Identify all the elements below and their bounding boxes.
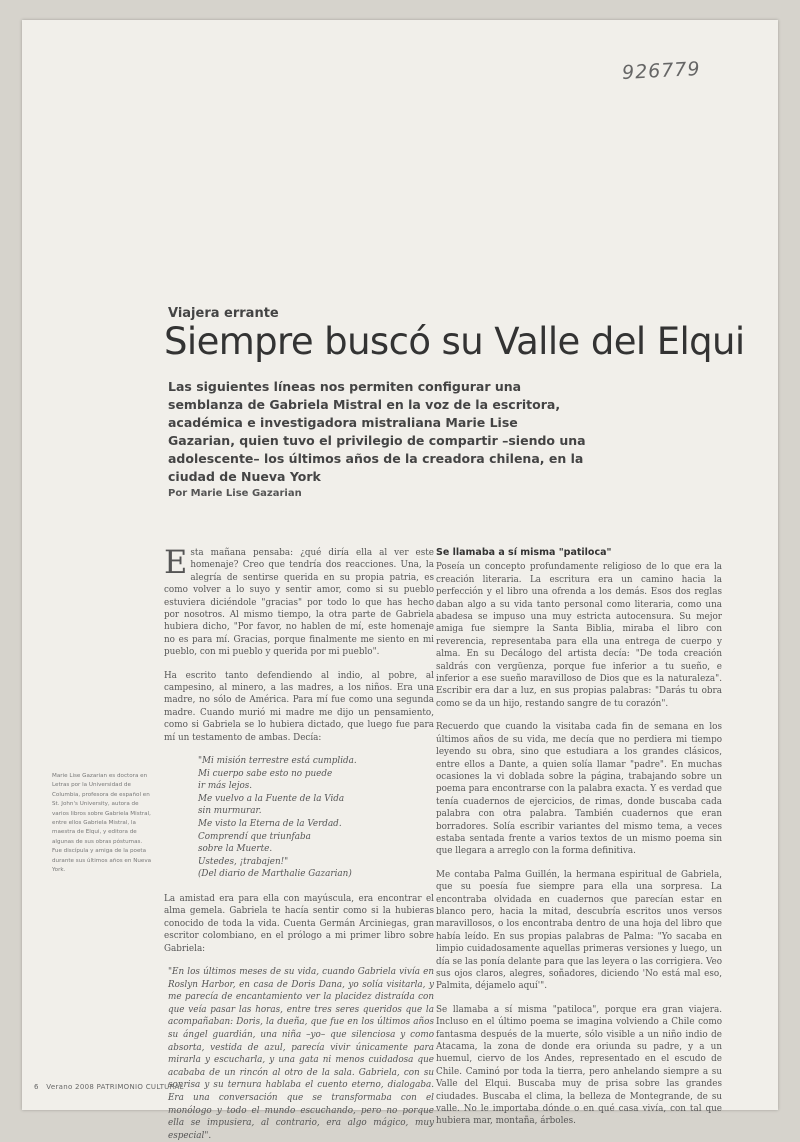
paragraph-text: sta mañana pensaba: ¿qué diría ella al ver este homenaje? Creo que tendría dos reacciones. Una, la alegría de sentirse querida en su propia patria, es como volver a lo suyo y sentir amor, como si su pueblo estuviera diciéndole "gracias" por todo lo que has hecho por nosotros. Al mismo tiempo, la otra parte de Gabriela hubiera dicho, "Por favor, no hablen de mí, este homenaje no es para mí. Gracias, porque finalmente me siento en mi pueblo, con mi pueblo y querida por mi pueblo". [164,548,434,658]
article-lead: Las siguientes líneas nos permiten configurar una semblanza de Gabriela Mistral en la voz de la escritora, académica e investigadora mistraliana Marie Lise Gazarian, quien tuvo el privilegio de compartir –siendo una adolescente– los últimos años de la creadora chilena, en la ciudad de Nueva York [168,379,586,484]
document-page [22,20,778,1141]
page-number: 6 [34,1083,39,1091]
footer-publication: PATRIMONIO CULTURAL [96,1083,184,1091]
paragraph [164,543,434,659]
paragraph: Recuerdo que cuando la visitaba cada fin de semana en los últimos años de su vida, me decía que no perdiera mi tiempo leyendo su obra, sino que estudiara a los grandes clásicos, entre ellos a Dante, a quien solía llamar "padre". En muchas ocasiones la vi doblada sobre la página, trabajando sobre un poema para encontrarse con la palabra exacta. Y es verdad que tenía cuadernos de ejercicios, de rimas, donde buscaba cada palabra con otra palabra. También cuadernos que eran borradores. Solía escribir variantes del mismo tema, a veces estaba sentada frente a varios textos de un mismo poema sin que llegara a arreglo con la forma definitiva. [436,722,722,857]
drop-cap: E [164,543,188,581]
left-column [164,543,434,1142]
paragraph: Me contaba Palma Guillén, la hermana espiritual de Gabriela, que su poesía fue siempre para ella una sorpresa. La encontraba olvidada en cuadernos que parecían estar en blanco pero, hacia la mitad, descubría escritos unos versos maravillosos, o los encontraba dentro de una hoja del libro que había leído. En sus propias palabras de Palma: "Yo sacaba en limpio cuidadosamente aquellas primeras versiones y luego, un día se las ponía delante para que las leyera o las corrigiera. Veo sus ojos claros, alegres, soñadores, diciendo 'No está mal eso, Palmita, déjamelo aquí'". [436,869,722,992]
paragraph: Se llamaba a sí misma "patiloca", porque era gran viajera. Incluso en el último poema se imagina volviendo a Chile como fantasma después de la muerte, sólo visible a un niño indio de Atacama, la zona de donde era oriunda su padre, y a un huemul, ciervo de los Andes, representado en el escudo de Chile. Caminó por toda la tierra, pero anhelando siempre a su Valle del Elqui. Buscaba muy de prisa sobre las grandes ciudades. Buscaba el clima, la belleza de Montegrande, de su valle. No le importaba dónde o en qué casa vivía, con tal que hubiera mar, montaña, árboles. [436,1004,722,1127]
author-caption: Marie Lise Gazarian es doctora en Letras por la Universidad de Columbia, profesora de español en St. John's University, autora de varios libros sobre Gabriela Mistral, entre ellos Gabriela Mistral, la maestra de Elqui, y editora de algunas de sus obras póstumas. Fue discípula y amiga de la poeta durante sus últimos años en Nueva York. [52,773,152,874]
arciniegas-quote: "En los últimos meses de su vida, cuando Gabriela vivía en Roslyn Harbor, en casa de Doris Dana, yo solía visitarla, y me parecía de encantamiento ver la placidez distraída con que veía pasar las horas, entre tres seres queridos que la acompañaban: Doris, la dueña, que fue en los últimos años su ángel guardián, una niña –yo– que silenciosa y como absorta, vestida de azul, parecía vivir únicamente para mirarla y escucharla, y una gata ni menos cuidadosa que acababa de un rincón al otro de la sala. Gabriela, con su sonrisa y su ternura hablaba el cuento eterno, dialogaba. Era una conversación que se transformaba con el monólogo y todo el mundo escuchando, pero no porque ella se impusiera, al contrario, era algo mágico, muy especial". [168,967,434,1141]
article-headline: Siempre buscó su Valle del Elqui [164,320,745,363]
paragraph: Ha escrito tanto defendiendo al indio, al pobre, al campesino, al minero, a las madres, a los niños. Era una madre, no sólo de América. Para mí fue como una segunda madre. Cuando murió mi madre me dijo un pensamiento, como si Gabriela se lo hubiera dictado, que luego fue para mí un testamento de ambas. Decía: [164,670,434,743]
section-subhead: Se llamaba a sí misma "patiloca" [436,547,612,558]
article-byline: Por Marie Lise Gazarian [168,488,302,499]
paragraph: La amistad era para ella con mayúscula, era encontrar el alma gemela. Gabriela te hacía sentir como si la hubieras conocido de toda la vida. Cuenta Germán Arciniegas, gran escritor colombiano, en el prólogo a mi primer libro sobre Gabriela: [164,894,434,954]
paragraph: Poseía un concepto profundamente religioso de lo que era la creación literaria. La escritura era un camino hacia la perfección y el libro una ofrenda a los demás. Esos dos reglas daban algo a su vida tanto personal como literaria, como una abadesa se impuso una muy estricta autocensura. Su mejor amiga fue siempre la Santa Biblia, miraba el libro con reverencia, representaba para ella una entrega de cuerpo y alma. En su Decálogo del artista decía: "De toda creación saldrás con vergüenza, porque fue inferior a tu sueño, e inferior a ese sueño maravilloso de Dios que es la naturaleza". Escribir era dar a luz, en sus propias palabras: "Darás tu obra como se da un hijo, restando sangre de tu corazón". [436,562,722,709]
page-footer [34,1083,184,1091]
footer-issue: Verano 2008 [46,1083,95,1091]
handwritten-annotation: 926779 [621,57,702,85]
poem-quote: "Mi misión terrestre está cumplida. Mi cuerpo sabe esto no puede ir más lejos. Me vuelvo a la Fuente de la Vida sin murmurar. Me visto la Eterna de la Verdad. Comprendí que triunfaba sobre la Muerte. Ustedes, ¡trabajen!" (Del diario de Marthalie Gazarian) [198,756,357,880]
right-column [436,547,722,1139]
article-kicker: Viajera errante [168,306,279,321]
